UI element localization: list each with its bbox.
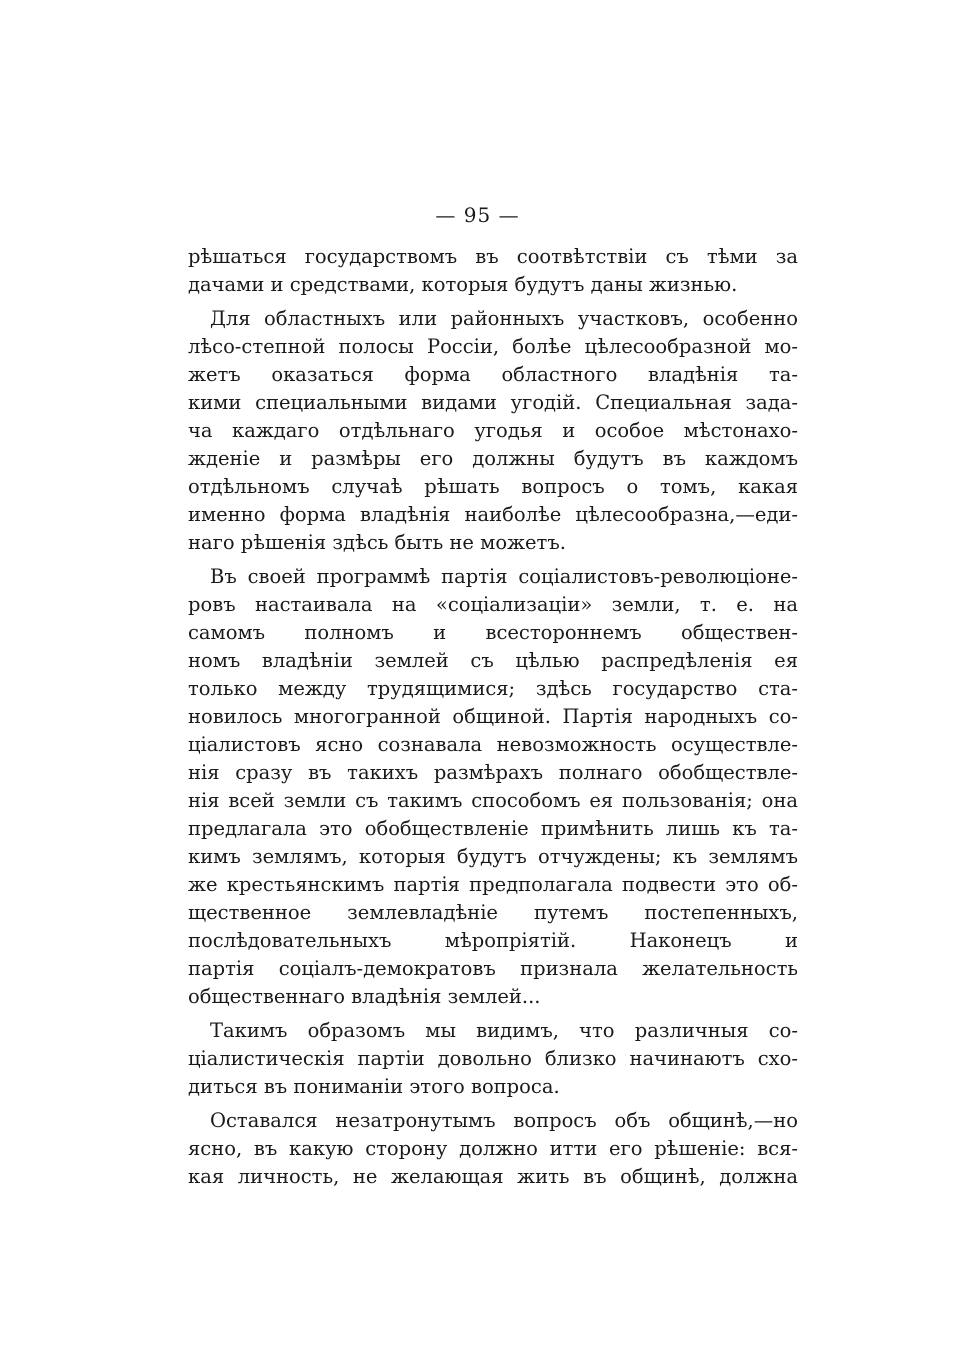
text-line: ясно, въ какую сторону должно итти его рѣшенiе: вся- [188, 1137, 798, 1160]
text-line: предлагала это обобществленiе примѣнить лишь къ та- [188, 817, 798, 840]
text-line: лѣсо-степной полосы Россiи, болѣе цѣлесообразной мо- [188, 335, 798, 358]
text-line: только между трудящимися; здѣсь государство ста- [188, 677, 798, 700]
text-line: кими специальными видами угодiй. Специальная зада- [188, 391, 798, 414]
text-line: же крестьянскимъ партiя предполагала подвести это об- [188, 873, 798, 896]
text-line: кая личность, не желающая жить въ общинѣ, должна [188, 1165, 798, 1188]
text-line: нiя сразу въ такихъ размѣрахъ полнаго обобществле- [188, 761, 798, 784]
text-line: диться въ пониманiи этого вопроса. [188, 1075, 560, 1098]
text-line: жетъ оказаться форма областного владѣнiя та- [188, 363, 798, 386]
text-line: ча каждаго отдѣльнаго угодья и особое мѣстонахо- [188, 419, 798, 442]
text-line: Оставался незатронутымъ вопросъ объ общинѣ,—но [210, 1109, 798, 1132]
text-line: новилось многогранной общиной. Партiя народныхъ со- [188, 705, 798, 728]
body-text [188, 243, 798, 1191]
text-line: именно форма владѣнiя наиболѣе цѣлесообразна,—еди- [188, 503, 798, 526]
text-line: жденiе и размѣры его должны будутъ въ каждомъ [188, 447, 798, 470]
text-line: щественное землевладѣнiе путемъ постепенныхъ, [188, 901, 798, 924]
text-line: Въ своей программѣ партiя соцiалистовъ-революцiоне- [210, 565, 798, 588]
text-line: цiалистовъ ясно сознавала невозможность осуществле- [188, 733, 798, 756]
text-line: кимъ землямъ, которыя будутъ отчуждены; къ землямъ [188, 845, 798, 868]
text-line: общественнаго владѣнiя землей... [188, 985, 541, 1008]
text-line: партiя соцiалъ-демократовъ признала желательность [188, 957, 798, 980]
text-line: Для областныхъ или районныхъ участковъ, особенно [210, 307, 798, 330]
page-number: — 95 — [435, 203, 520, 227]
text-line: наго рѣшенiя здѣсь быть не можетъ. [188, 531, 566, 554]
text-line: дачами и средствами, которыя будутъ даны жизнью. [188, 273, 738, 296]
text-line: Такимъ образомъ мы видимъ, что различныя со- [210, 1019, 798, 1042]
text-line: самомъ полномъ и всестороннемъ обществен- [188, 621, 798, 644]
text-line: рѣшаться государствомъ въ соотвѣтствiи съ тѣми за [188, 245, 798, 268]
text-line: ровъ настаивала на «соцiализацiи» земли, т. е. на [188, 593, 798, 616]
text-line: цiалистическiя партiи довольно близко начинаютъ схо- [188, 1047, 798, 1070]
text-line: послѣдовательныхъ мѣропрiятiй. Наконецъ и [188, 929, 798, 952]
text-line: отдѣльномъ случаѣ рѣшать вопросъ о томъ, какая [188, 475, 798, 498]
text-line: нiя всей земли съ такимъ способомъ ея пользованiя; она [188, 789, 798, 812]
text-line: номъ владѣнiи землей съ цѣлью распредѣленiя ея [188, 649, 798, 672]
